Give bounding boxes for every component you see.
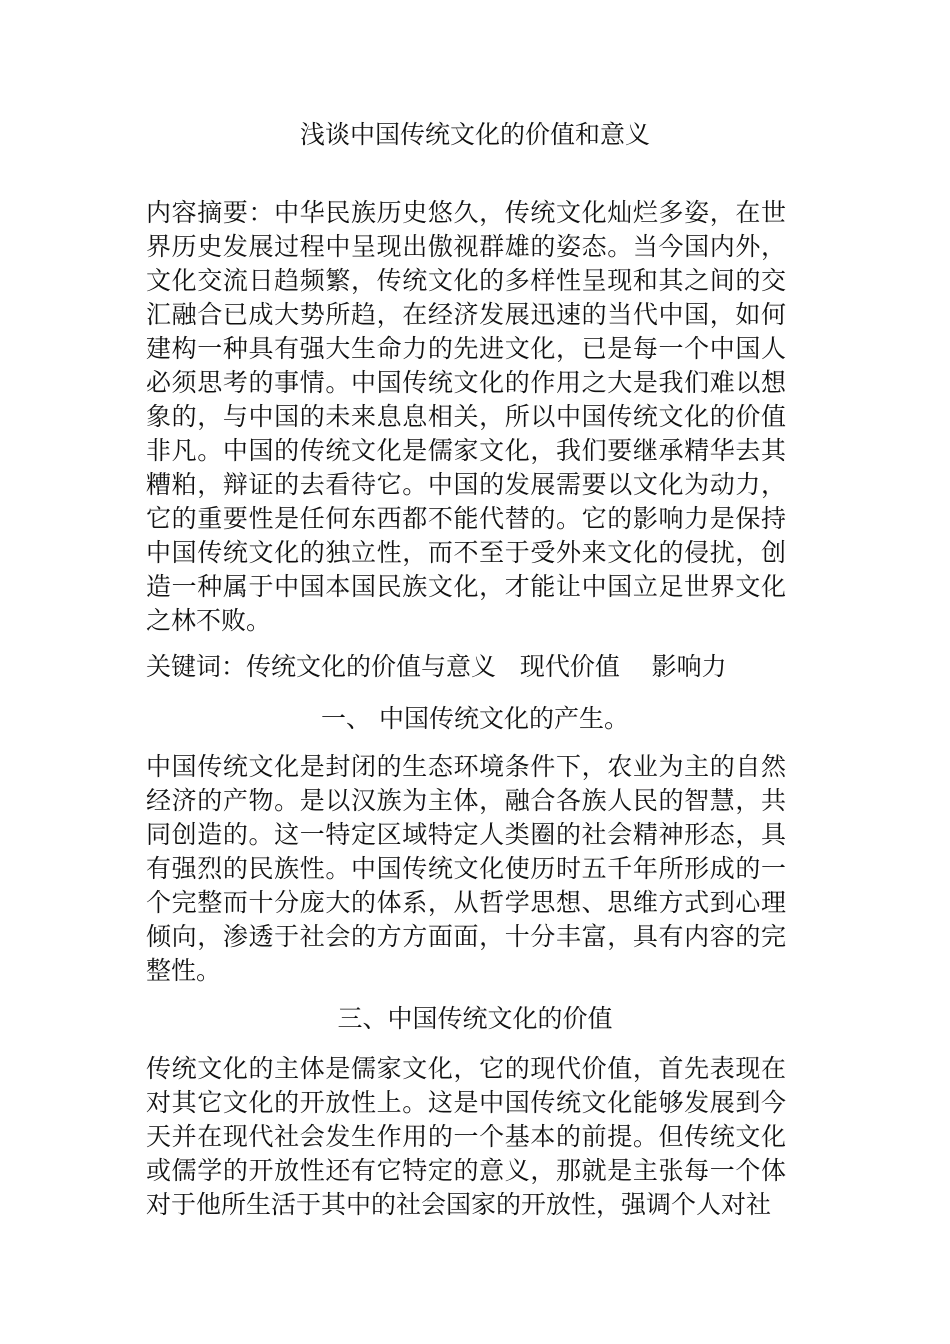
section-heading-origin: 一、 中国传统文化的产生。	[321, 704, 629, 733]
section-heading-value: 三、中国传统文化的价值	[337, 1004, 613, 1033]
keywords-line: 关键词：传统文化的价值与意义 现代价值 影响力	[146, 652, 727, 681]
section-value-paragraph: 传统文化的主体是儒家文化，它的现代价值，首先表现在对其它文化的开放性上。这是中国传统文化能够发展到今天并在现代社会发生作用的一个基本的前提。但传统文化或儒学的开放性还有它特定的意义，那就是主张每一个体对于他所生活于其中的社会国家的开放性，强调个人对社	[146, 1054, 786, 1219]
document-title: 浅谈中国传统文化的价值和意义	[299, 120, 650, 149]
section-origin-paragraph: 中国传统文化是封闭的生态环境条件下，农业为主的自然经济的产物。是以汉族为主体，融合各族人民的智慧，共同创造的。这一特定区域特定人类圈的社会精神形态，具有强烈的民族性。中国传统文化使历时五千年所形成的一个完整而十分庞大的体系，从哲学思想、思维方式到心理倾向，渗透于社会的方方面面，十分丰富，具有内容的完整性。	[146, 752, 786, 985]
abstract-paragraph: 内容摘要：中华民族历史悠久，传统文化灿烂多姿，在世界历史发展过程中呈现出傲视群雄的姿态。当今国内外，文化交流日趋频繁，传统文化的多样性呈现和其之间的交汇融合已成大势所趋，在经济发展迅速的当代中国，如何建构一种具有强大生命力的先进文化，已是每一个中国人必须思考的事情。中国传统文化的作用之大是我们难以想象的，与中国的未来息息相关，所以中国传统文化的价值非凡。中国的传统文化是儒家文化，我们要继承精华去其糟粕，辩证的去看待它。中国的发展需要以文化为动力，它的重要性是任何东西都不能代替的。它的影响力是保持中国传统文化的独立性，而不至于受外来文化的侵扰，创造一种属于中国本国民族文化，才能让中国立足世界文化之林不败。	[146, 198, 786, 635]
